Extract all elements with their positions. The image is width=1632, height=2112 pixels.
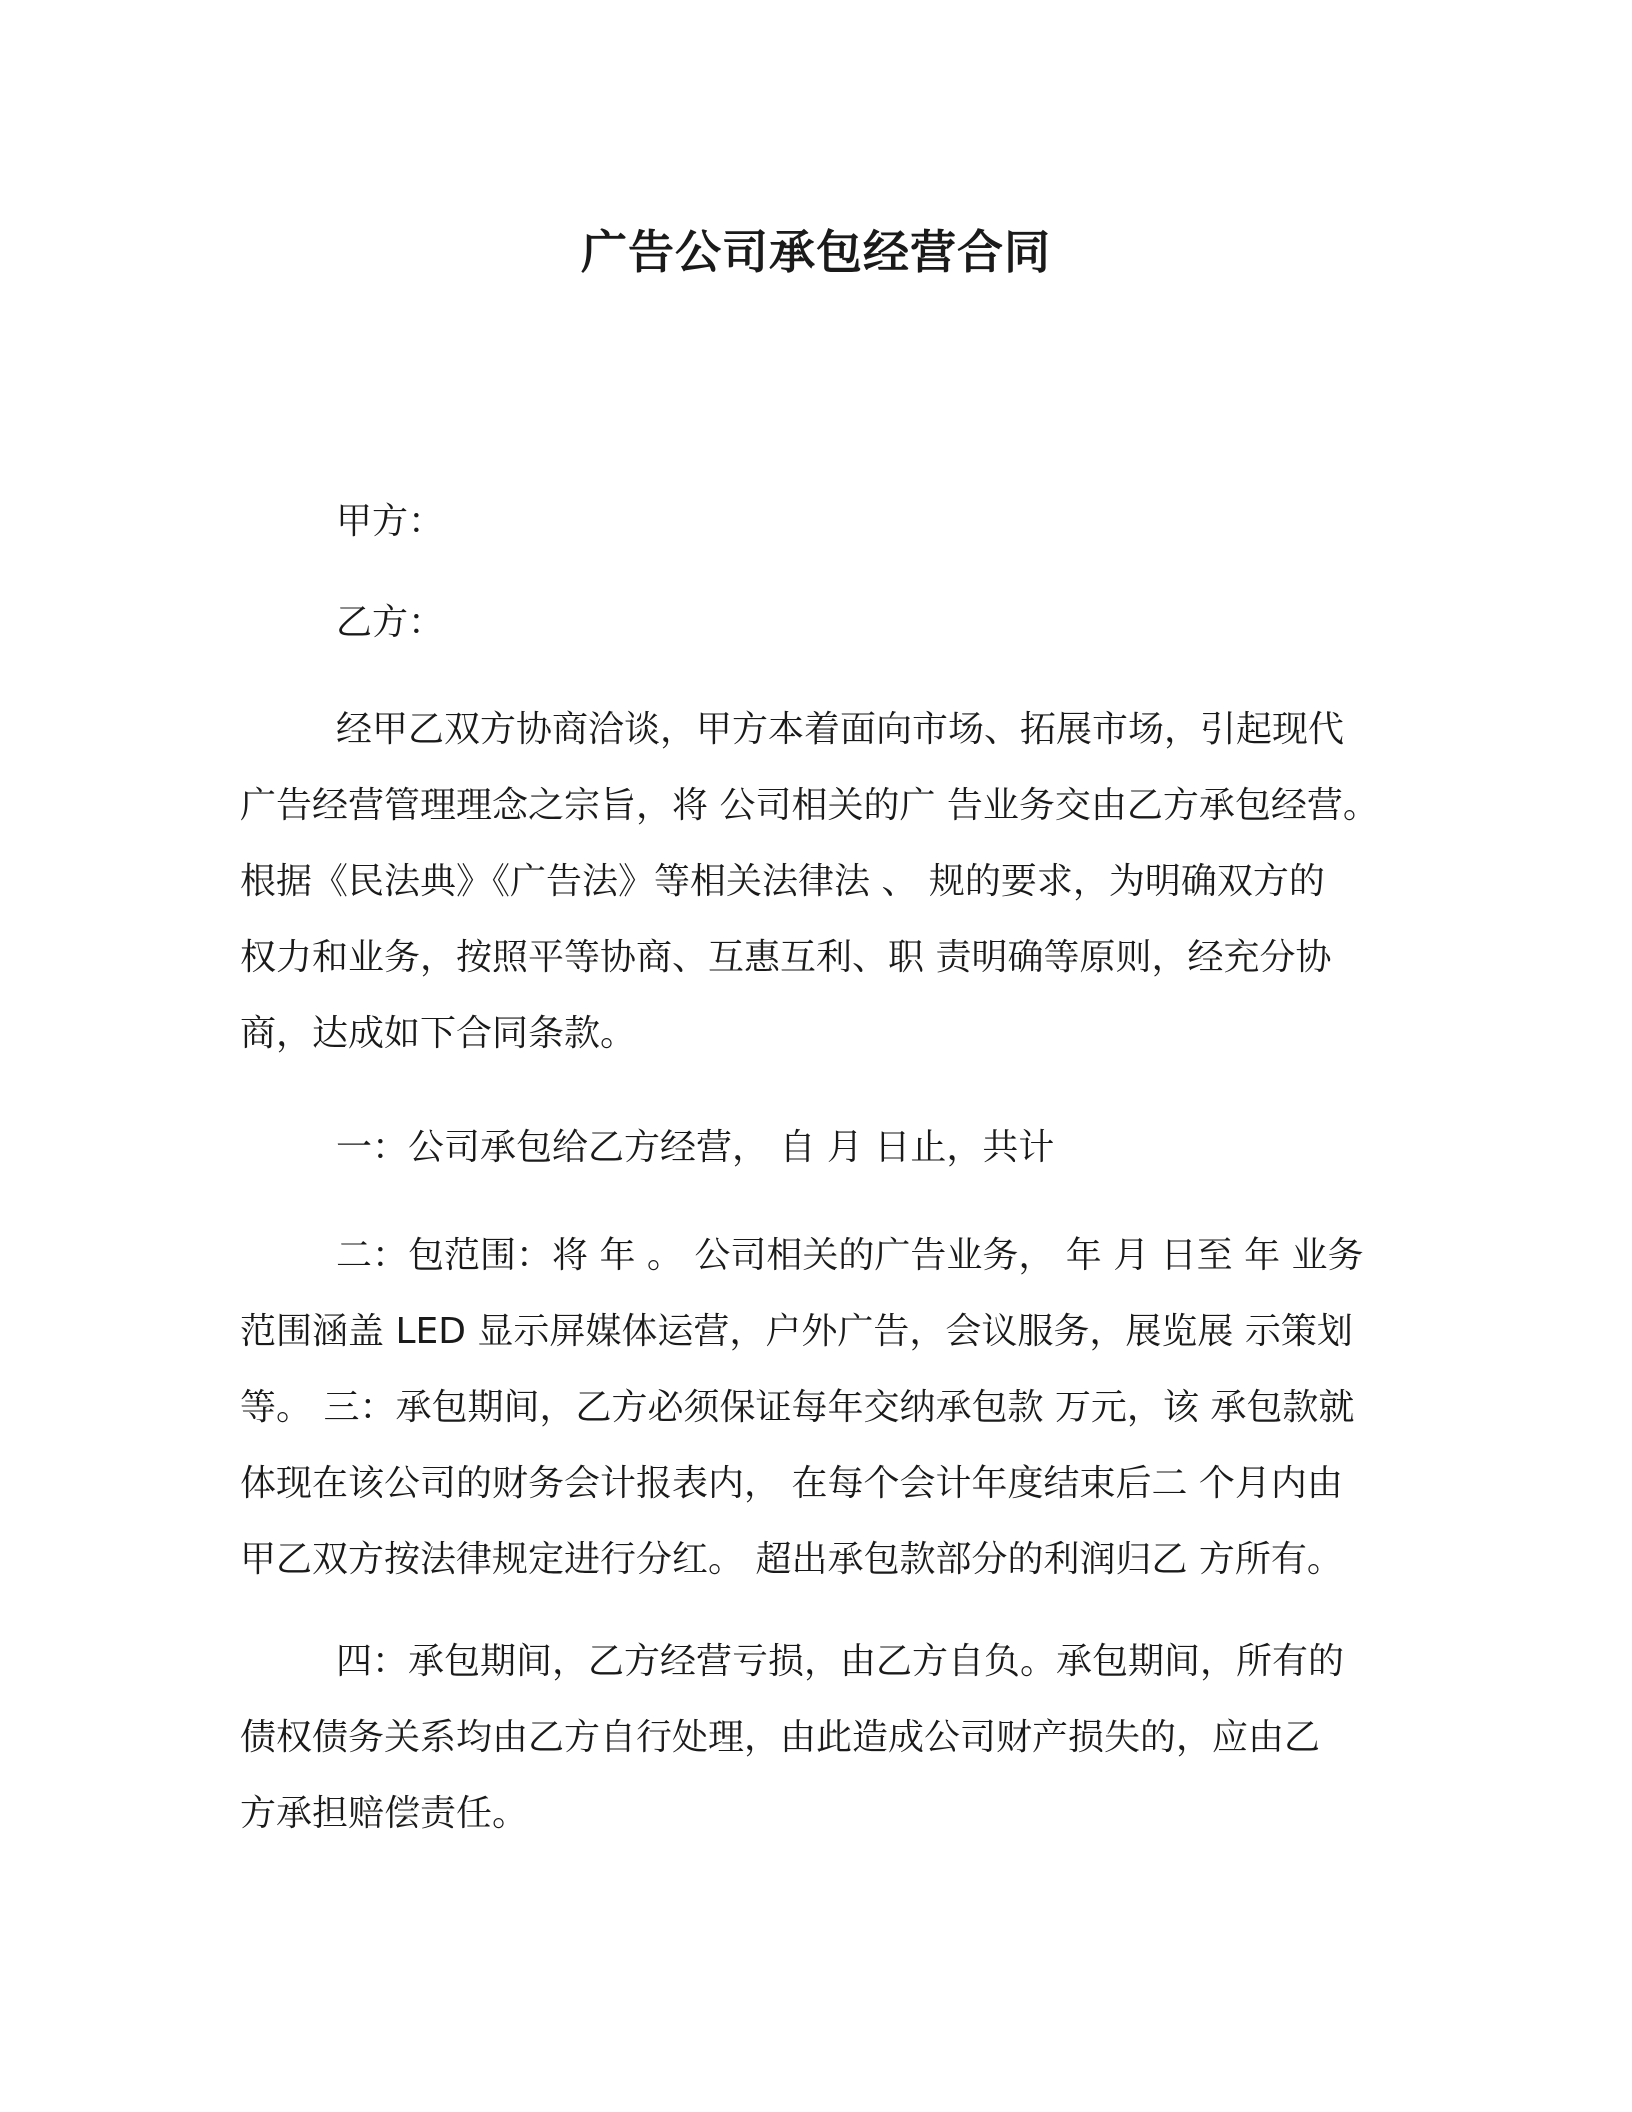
paragraph-line: 广告经营管理理念之宗旨，将 公司相关的广 告业务交由乙方承包经营。: [240, 785, 1379, 826]
party-b-label: 乙方：: [336, 602, 445, 643]
intro-paragraph: [240, 692, 1400, 1072]
paragraph-line: 债权债务关系均由乙方自行处理，由此造成公司财产损失的，应由乙: [240, 1717, 1321, 1758]
paragraph-line: 一：公司承包给乙方经营， 自 月 日止，共计: [336, 1127, 1055, 1168]
paragraph-line: 经甲乙双方协商洽谈，甲方本着面向市场、拓展市场，引起现代: [336, 709, 1345, 750]
paragraph-line: 甲乙双方按法律规定进行分红。 超出承包款部分的利润归乙 方所有。: [240, 1539, 1343, 1580]
document-title: 广告公司承包经营合同: [581, 225, 1051, 279]
party-a-label: 甲方：: [336, 501, 445, 542]
paragraph-line: 根据《民法典》《广告法》等相关法律法 、 规的要求，为明确双方的: [240, 861, 1325, 902]
paragraph-line: 等。 三：承包期间，乙方必须保证每年交纳承包款 万元，该 承包款就: [240, 1387, 1355, 1428]
clause-4-paragraph: [240, 1624, 1400, 1852]
paragraph-line: 二：包范围：将 年 。 公司相关的广告业务， 年 月 日至 年 业务: [336, 1235, 1364, 1276]
paragraph-line: 方承担赔偿责任。: [240, 1793, 529, 1834]
clause-2-paragraph: [240, 1218, 1400, 1598]
paragraph-line: 权力和业务，按照平等协商、互惠互利、职 责明确等原则，经充分协: [240, 937, 1332, 978]
paragraph-line: 四：承包期间，乙方经营亏损，由乙方自负。承包期间，所有的: [336, 1641, 1345, 1682]
clause-1-paragraph: [240, 1110, 1400, 1186]
paragraph-line: 体现在该公司的财务会计报表内， 在每个会计年度结束后二 个月内由: [240, 1463, 1343, 1504]
paragraph-line: 商，达成如下合同条款。: [240, 1013, 637, 1054]
paragraph-line: 范围涵盖 LED 显示屏媒体运营，户外广告，会议服务，展览展 示策划: [240, 1311, 1353, 1352]
